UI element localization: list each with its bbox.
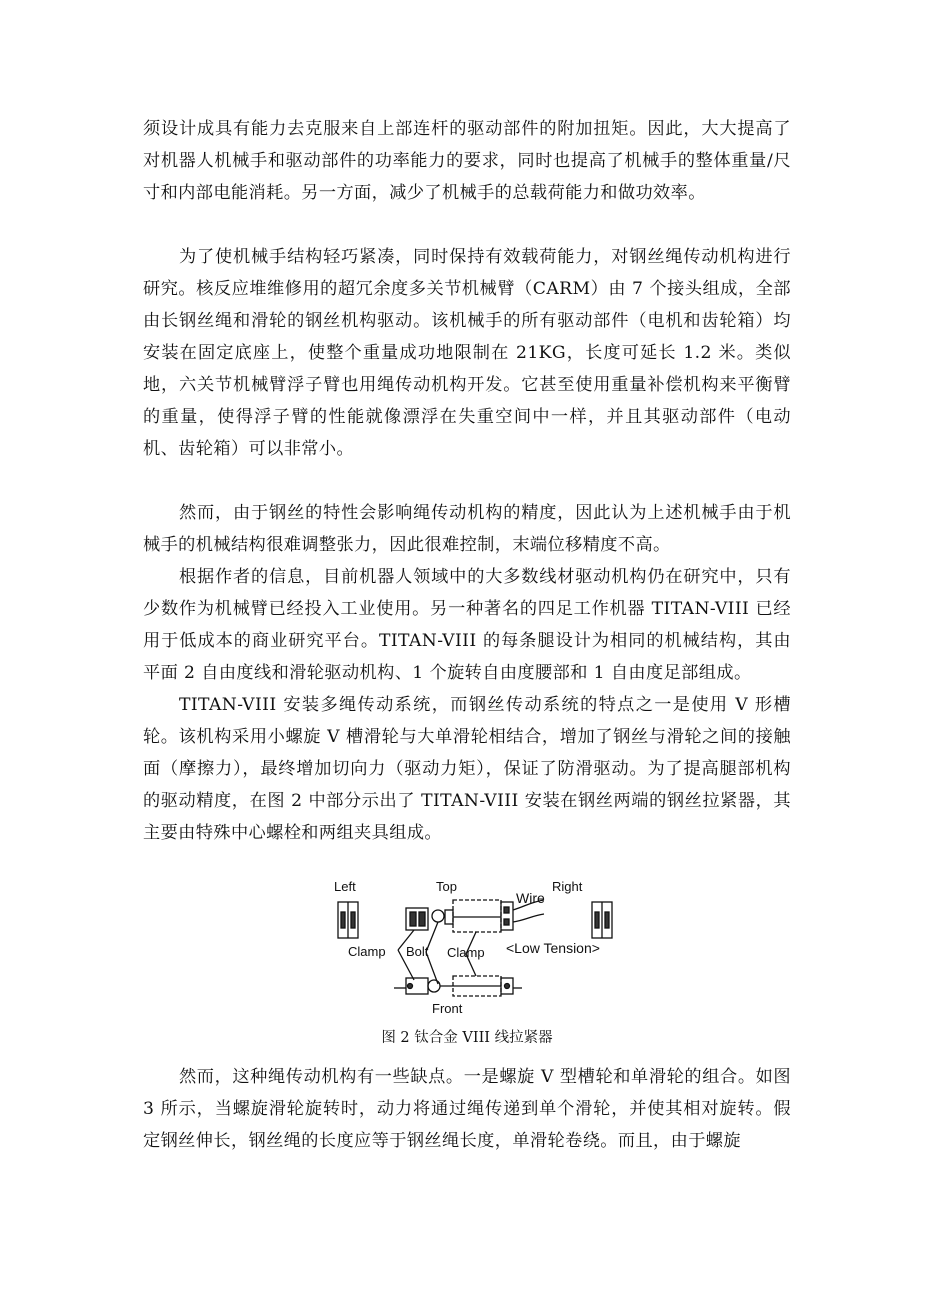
top-bolt-head (432, 910, 444, 922)
wire-tensioner-diagram (326, 872, 616, 1022)
label-left: Left (334, 879, 356, 894)
label-clamp-1: Clamp (348, 944, 386, 959)
paragraph-2: 为了使机械手结构轻巧紧凑，同时保持有效载荷能力，对钢丝绳传动机构进行研究。核反应堆维修用的超冗余度多关节机械臂（CARM）由 7 个接头组成，全部由长钢丝绳和滑轮的钢丝机构驱动。该机械手的所有驱动部件（电机和齿轮箱）均安装在固定底座上，使整个重量成功地限制在 21KG，长度可延长 1.2 米。类似地，六关节机械臂浮子臂也用绳传动机构开发。它甚至使用重量补偿机构来平衡臂的重量，使得浮子臂的性能就像漂浮在失重空间中一样，并且其驱动部件（电动机、齿轮箱）可以非常小。 (143, 247, 791, 459)
wire-line-bottom (513, 914, 544, 922)
label-wire: Wire (516, 890, 545, 906)
label-top: Top (436, 879, 457, 894)
front-bolt-head (428, 980, 440, 992)
paragraph-5: TITAN-VIII 安装多绳传动系统，而钢丝传动系统的特点之一是使用 V 形槽轮。该机构采用小螺旋 V 槽滑轮与大单滑轮相结合，增加了钢丝与滑轮之间的接触面（摩擦力），最终增加切向力（驱动力矩），保证了防滑驱动。为了提高腿部机构的驱动精度，在图 2 中部分示出了 TITAN-VIII 安装在钢丝两端的钢丝拉紧器，其主要由特殊中心螺栓和两组夹具组成。 (143, 695, 791, 843)
paragraph-1: 须设计成具有能力去克服来自上部连杆的驱动部件的附加扭矩。因此，大大提高了对机器人机械手和驱动部件的功率能力的要求，同时也提高了机械手的整体重量/尺寸和内部电能消耗。另一方面，减少了机械手的总载荷能力和做功效率。 (143, 119, 791, 203)
wire-tensioner-figure (326, 872, 616, 1022)
figure-caption: 图 2 钛合金 VIII 线拉紧器 (381, 1030, 553, 1046)
top-clamp-body (453, 900, 501, 932)
paragraph-3: 然而，由于钢丝的特性会影响绳传动机构的精度，因此认为上述机械手由于机械手的机械结构很难调整张力，因此很难控制，末端位移精度不高。 (143, 503, 791, 555)
label-low-tension: <Low Tension> (506, 940, 600, 956)
label-clamp-2: Clamp (447, 945, 485, 960)
label-front: Front (432, 1001, 463, 1016)
paragraph-6: 然而，这种绳传动机构有一些缺点。一是螺旋 V 型槽轮和单滑轮的组合。如图 3 所示，当螺旋滑轮旋转时，动力将通过绳传递到单个滑轮，并使其相对旋转。假定钢丝伸长，钢丝绳的长度应等于钢丝绳长度，单滑轮卷绕。而且，由于螺旋 (143, 1067, 791, 1151)
label-bolt: Bolt (406, 944, 429, 959)
label-right: Right (552, 879, 583, 894)
paragraph-4: 根据作者的信息，目前机器人领域中的大多数线材驱动机构仍在研究中，只有少数作为机械臂已经投入工业使用。另一种著名的四足工作机器 TITAN-VIII 已经用于低成本的商业研究平台。TITAN-VIII 的每条腿设计为相同的机械结构，其由平面 2 自由度线和滑轮驱动机构、1 个旋转自由度腰部和 1 自由度足部组成。 (143, 567, 791, 683)
